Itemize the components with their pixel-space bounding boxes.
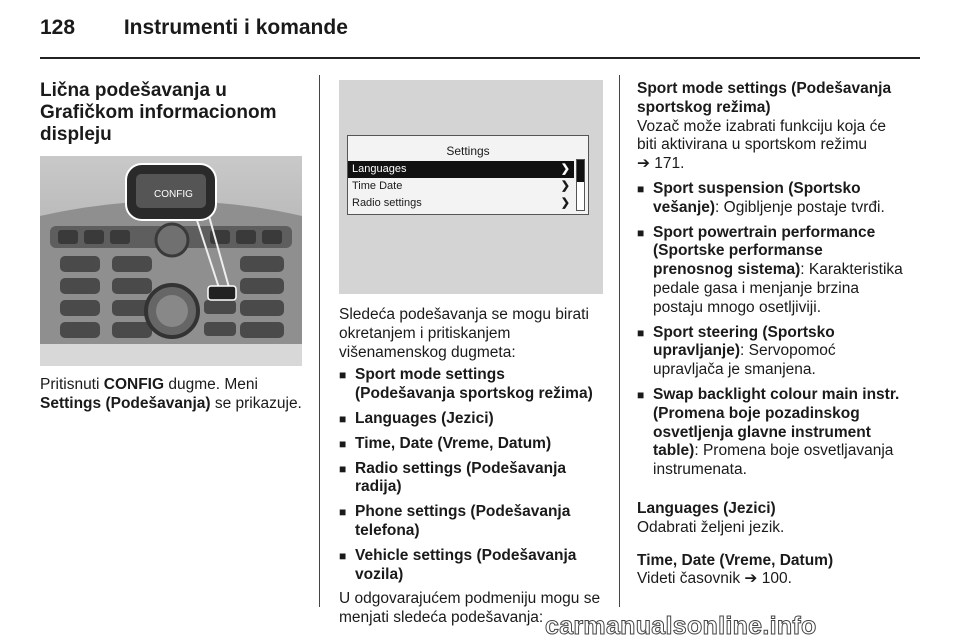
list-item-text: : Karakteristika pedale gasa i menjanje brzina postaju mnogo osetljiviji. (653, 261, 903, 316)
subheading-text: Languages (Jezici) (637, 499, 776, 517)
list-item (339, 435, 604, 454)
list-item (339, 460, 604, 498)
list-item-text: Vehicle settings (Podešavanja vozila) (355, 546, 577, 583)
list-item-text: Phone settings (Podešavanja telefona) (355, 503, 571, 539)
paragraph: Odabrati željeni jezik. (637, 518, 785, 536)
list-item-text: : Promena boje osvetljavanja instrumenata. (653, 442, 894, 479)
list-item-text: : Ogibljenje postaje tvrđi. (715, 198, 885, 216)
section-title: Lična podešavanja u Grafičkom informacionom displeju (40, 80, 277, 145)
settings-panel (347, 135, 589, 215)
watermark: carmanualsonline.info (545, 612, 817, 640)
text-run-bold: CONFIG (103, 376, 165, 393)
settings-title: Settings (446, 144, 490, 158)
page-header (40, 16, 348, 40)
list-item-text: Languages (Jezici) (355, 409, 494, 427)
text-run: Pritisnuti (40, 376, 104, 393)
settings-row (348, 161, 574, 178)
scrollbar-thumb (577, 160, 584, 182)
list-item (339, 503, 604, 541)
list-item-title: Swap backlight colour main instr. (Promena boje pozadinskog osvetljenja glavne instrument table) (653, 385, 900, 460)
paragraph (40, 376, 308, 414)
list-item-title: Sport steering (Sportsko upravljanje) (653, 323, 835, 360)
list-item (339, 366, 604, 404)
column-right (637, 80, 907, 589)
config-button-label: CONFIG (154, 189, 193, 200)
list-item (339, 547, 604, 585)
settings-row-label: Time Date (352, 179, 403, 192)
list-item-title: Sport suspension (Sportsko vešanje) (653, 179, 861, 216)
chevron-right-icon: ❯ (560, 162, 570, 175)
settings-screen-photo (339, 80, 603, 294)
paragraph: Videti časovnik ➔ 100. (637, 570, 792, 588)
column-left (40, 80, 308, 414)
list-item (637, 224, 907, 318)
list-item (339, 410, 604, 429)
column-divider (619, 75, 620, 607)
settings-row (348, 178, 574, 195)
list-item (637, 180, 907, 218)
page-reference: ➔ 171. (637, 155, 685, 173)
console-photo (40, 156, 302, 366)
settings-list (339, 366, 604, 584)
settings-row-label: Radio settings (352, 196, 422, 209)
subheading-text: Time, Date (Vreme, Datum) (637, 551, 834, 569)
text-run: Vozač može izabrati funkciju koja će biti aktivirana u sportskom režimu (637, 117, 886, 154)
subheading (637, 80, 907, 118)
text-run: dugme. Meni (164, 376, 258, 393)
scrollbar (576, 159, 585, 211)
header-rule (40, 57, 920, 59)
list-item-text: Sport mode settings (Podešavanja sportskog režima) (355, 366, 593, 403)
subheading (637, 552, 907, 571)
column-middle (339, 80, 604, 628)
text-run-bold: Settings (Podešavanja) (40, 394, 211, 412)
list-item-title: Sport powertrain performance (Sportske performanse prenosnog sistema) (653, 223, 876, 279)
list-item-text: : Servopomoć upravljača je smanjena. (653, 342, 836, 379)
page-number: 128 (40, 16, 76, 39)
paragraph (637, 118, 907, 174)
chevron-right-icon: ❯ (560, 196, 570, 209)
chevron-right-icon: ❯ (560, 179, 570, 192)
subheading (637, 500, 907, 519)
list-item (637, 386, 907, 480)
text-run: se prikazuje. (210, 394, 302, 412)
list-item-text: Time, Date (Vreme, Datum) (355, 434, 552, 452)
paragraph: U odgovarajućem podmeniju mogu se menjati sledeća podešavanja: (339, 590, 601, 627)
paragraph: Sledeća podešavanja se mogu birati okretanjem i pritiskanjem višenamenskog dugmeta: (339, 306, 589, 361)
subheading-text: Sport mode settings (Podešavanja sportskog režima) (637, 80, 892, 116)
settings-row-label: Languages (352, 162, 407, 175)
settings-row (348, 195, 574, 212)
sport-settings-list (637, 180, 907, 480)
list-item-text: Radio settings (Podešavanja radija) (355, 459, 567, 496)
list-item (637, 324, 907, 380)
column-divider (319, 75, 320, 607)
chapter-title: Instrumenti i komande (123, 16, 348, 39)
